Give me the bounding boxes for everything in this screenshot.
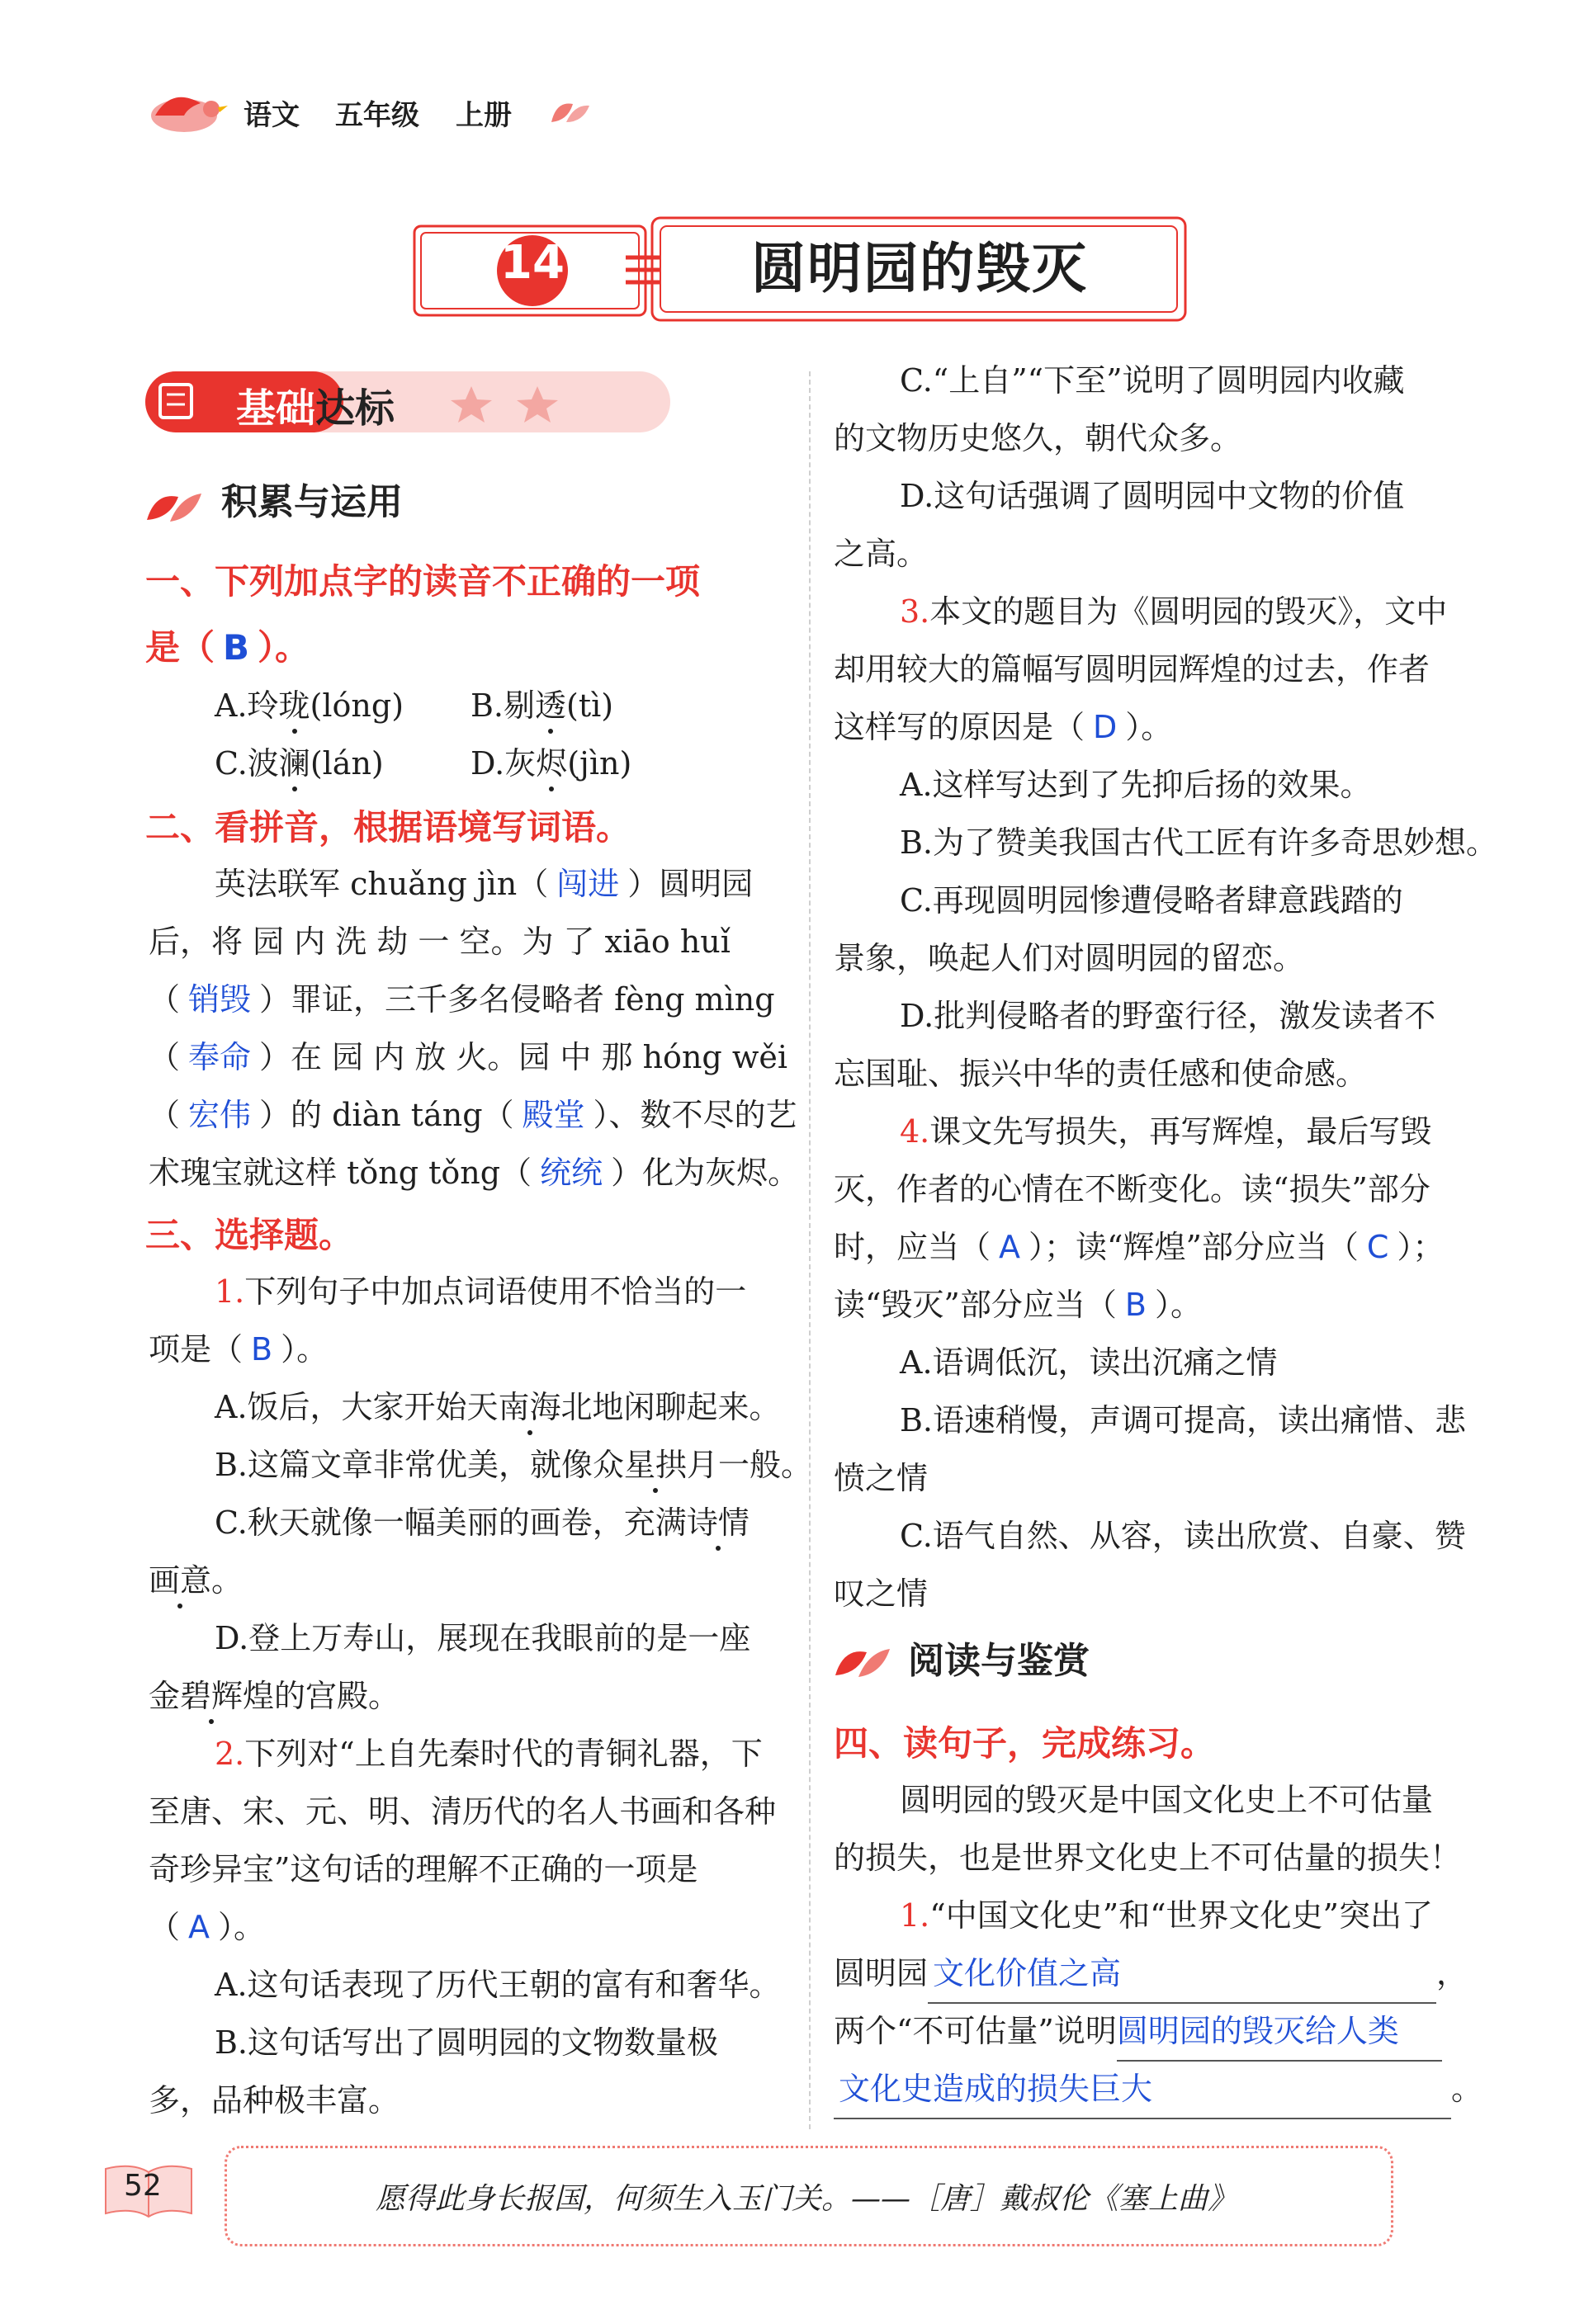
section-banner [145, 368, 674, 436]
q3-2-option-b: B.这句话写出了圆明园的文物数量极 [215, 2024, 719, 2061]
section-title-2: 阅读与鉴赏 [908, 1640, 1090, 1682]
q1-answer: B [223, 627, 250, 668]
q3-4-line4: 读“毁灭”部分应当（ B ）。 [834, 1287, 1202, 1323]
section-leaf-icon [145, 485, 203, 530]
q3-3-option-d2: 忘国耻、振兴中华的责任感和使命感。 [834, 1056, 1368, 1092]
q3-2-line2: 至唐、宋、元、明、清历代的名人书画和各种 [149, 1793, 777, 1830]
q1-option-c: C.波澜(lán) [215, 745, 384, 782]
q3-2-line4: （ A ）。 [149, 1909, 266, 1945]
q3-4-option-c2: 叹之情 [834, 1575, 929, 1612]
q2-line1: 英法联军 chuǎng jìn（ 闯进 ）圆明园 [215, 866, 754, 902]
q3-2-option-d2: 之高。 [834, 536, 929, 572]
q3-1-option-a: A.饭后，大家开始天南海北地闲聊起来。 [215, 1389, 781, 1425]
q3-3-line3: 这样写的原因是（ D ）。 [834, 709, 1173, 745]
q2-line6: 术瑰宝就这样 tǒng tǒng（ 统统 ）化为灰烬。 [149, 1155, 800, 1191]
q3-1-option-b: B.这篇文章非常优美，就像众星拱月一般。 [215, 1447, 813, 1483]
q3-3-option-d: D.批判侵略者的野蛮行径，激发读者不 [900, 998, 1436, 1034]
q3-2-option-d: D.这句话强调了圆明园中文物的价值 [900, 478, 1405, 514]
lesson-number: 14 [500, 236, 565, 290]
q2-line2: 后，将 园 内 洗 劫 一 空。为 了 xiāo huǐ [149, 923, 731, 960]
q1-option-d: D.灰烬(jìn) [471, 745, 632, 782]
q1-title-line1: 一、下列加点字的读音不正确的一项 [145, 561, 701, 602]
q3-2-line1: 2.下列对“上自先秦时代的青铜礼器，下 [215, 1736, 763, 1772]
q4-quote-line1: 圆明园的毁灭是中国文化史上不可估量 [900, 1782, 1434, 1818]
q3-3-option-b: B.为了赞美我国古代工匠有许多奇思妙想。 [900, 824, 1498, 861]
q3-title: 三、选择题。 [145, 1215, 354, 1255]
q3-1-option-d: D.登上万寿山，展现在我眼前的是一座 [215, 1620, 751, 1656]
banner-text: 基础达标 [236, 385, 395, 432]
q3-3-line2: 却用较大的篇幅写圆明园辉煌的过去，作者 [834, 651, 1430, 687]
q3-2-option-c2: 的文物历史悠久，朝代众多。 [834, 420, 1242, 456]
q3-4-option-a: A.语调低沉，读出沉痛之情 [900, 1344, 1278, 1381]
header-bird-icon [139, 83, 229, 140]
q1-title-line2: 是（ B ）。 [145, 627, 310, 668]
q3-3-line1: 3.本文的题目为《圆明园的毁灭》，文中 [900, 593, 1448, 630]
page-number: 52 [124, 2169, 162, 2203]
q3-4-line2: 灭，作者的心情在不断变化。读“损失”部分 [834, 1171, 1430, 1207]
q4-1-line4: 文化史造成的损失巨大 。 [834, 2060, 1483, 2119]
q4-1-line2: 圆明园 文化价值之高 ， [834, 1944, 1468, 2004]
q1-option-a: A.玲珑(lóng) [215, 687, 404, 724]
q3-2-line3: 奇珍异宝”这句话的理解不正确的一项是 [149, 1851, 698, 1887]
column-divider [809, 371, 811, 2129]
q3-2-option-c: C.“上自”“下至”说明了圆明园内收藏 [900, 362, 1405, 399]
q3-1-line2: 项是（ B ）。 [149, 1331, 329, 1367]
q2-line3: （ 销毁 ）罪证，三千多名侵略者 fèng mìng [149, 981, 775, 1018]
header-leaf-icon [548, 97, 591, 130]
q3-3-option-c2: 景象，唤起人们对圆明园的留恋。 [834, 940, 1305, 976]
q4-1-line3: 两个“不可估量”说明圆明园的毁灭给人类 [834, 2002, 1442, 2062]
header-subject: 语文 [244, 99, 300, 132]
q2-line5: （ 宏伟 ）的 diàn táng（ 殿堂 ）、数不尽的艺 [149, 1097, 797, 1133]
header-volume: 上册 [456, 99, 512, 132]
q3-2-option-b2: 多，品种极丰富。 [149, 2082, 400, 2119]
q3-1-option-c: C.秋天就像一幅美丽的画卷，充满诗情 [215, 1504, 750, 1541]
q3-4-option-b: B.语速稍慢，声调可提高，读出痛惜、悲 [900, 1402, 1467, 1438]
q3-4-option-c: C.语气自然、从容，读出欣赏、自豪、赞 [900, 1518, 1466, 1554]
q1-option-b: B.剔透(tì) [471, 687, 614, 724]
q3-3-option-c: C.再现圆明园惨遭侵略者肆意践踏的 [900, 882, 1403, 919]
section-title-1: 积累与运用 [221, 481, 403, 523]
q3-1-option-d2: 金碧辉煌的宫殿。 [149, 1678, 400, 1714]
q3-4-option-b2: 愤之情 [834, 1460, 929, 1496]
footer-quote: 愿得此身长报国，何须生入玉门关。——［唐］戴叔伦《塞上曲》 [375, 2182, 1237, 2216]
q4-title: 四、读句子，完成练习。 [834, 1723, 1216, 1764]
q4-quote-line2: 的损失，也是世界文化史上不可估量的损失！ [834, 1840, 1462, 1876]
q3-3-option-a: A.这样写达到了先抑后扬的效果。 [900, 767, 1372, 803]
section-leaf-icon [834, 1641, 891, 1685]
q3-4-line3: 时，应当（ A ）；读“辉煌”部分应当（ C ）； [834, 1229, 1445, 1265]
q2-line4: （ 奉命 ）在 园 内 放 火。园 中 那 hóng wěi [149, 1039, 787, 1075]
q3-1-line1: 1.下列句子中加点词语使用不恰当的一 [215, 1273, 747, 1310]
q4-1-line1: 1.“中国文化史”和“世界文化史”突出了 [900, 1897, 1433, 1934]
q2-title: 二、看拼音，根据语境写词语。 [145, 807, 631, 848]
q3-1-option-c2: 画意。 [149, 1562, 244, 1599]
header-grade: 五年级 [335, 99, 419, 132]
q3-4-line1: 4.课文先写损失，再写辉煌，最后写毁 [900, 1113, 1432, 1150]
q3-2-option-a: A.这句话表现了历代王朝的富有和奢华。 [215, 1967, 781, 2003]
lesson-title: 圆明园的毁灭 [751, 236, 1088, 300]
